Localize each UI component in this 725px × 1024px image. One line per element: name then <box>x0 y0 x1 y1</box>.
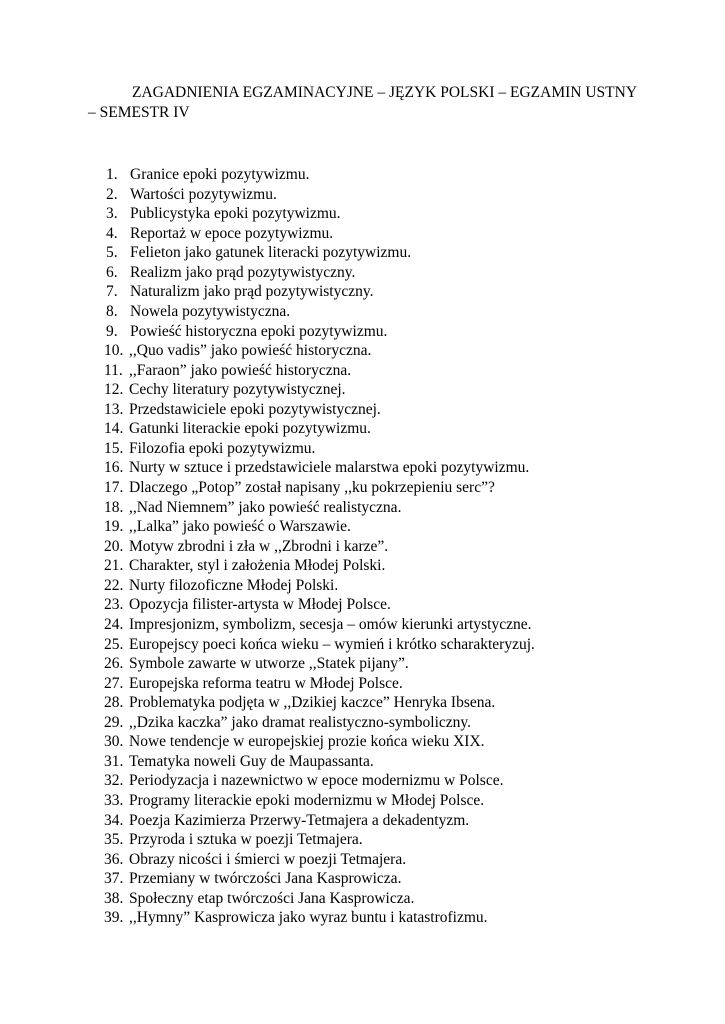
topic-number: 3. <box>106 205 118 223</box>
topic-text: Naturalizm jako prąd pozytywistyczny. <box>130 283 374 301</box>
topic-text: Filozofia epoki pozytywizmu. <box>129 439 316 457</box>
topic-number: 24. <box>104 615 124 633</box>
topic-number: 21. <box>104 557 124 575</box>
topic-number: 4. <box>106 224 118 242</box>
topic-number: 30. <box>104 733 124 751</box>
topic-text: Dlaczego „Potop” został napisany ,,ku pokrzepieniu serc”? <box>129 479 495 496</box>
topic-number: 6. <box>106 263 118 281</box>
topic-number: 29. <box>104 713 124 731</box>
topic-text: Nurty filozoficzne Młodej Polski. <box>129 576 339 594</box>
topic-number: 31. <box>104 752 124 770</box>
topic-text: Reportaż w epoce pozytywizmu. <box>130 224 334 242</box>
topic-text: Nurty w sztuce i przedstawiciele malarstwa epoki pozytywizmu. <box>129 459 530 477</box>
topic-text: Powieść historyczna epoki pozytywizmu. <box>130 322 388 340</box>
topic-text: ,,Lalka” jako powieść o Warszawie. <box>129 518 351 536</box>
topic-number: 15. <box>104 439 124 457</box>
topic-text: Nowe tendencje w europejskiej prozie końca wieku XIX. <box>129 733 485 751</box>
topic-number: 5. <box>106 244 118 262</box>
topic-text: Periodyzacja i nazewnictwo w epoce modernizmu w Polsce. <box>129 772 504 790</box>
topic-text: Europejska reforma teatru w Młodej Polsce. <box>129 674 403 692</box>
topic-text: ,,Faraon” jako powieść historyczna. <box>129 361 352 379</box>
topic-number: 12. <box>104 381 124 399</box>
topic-number: 14. <box>104 420 124 438</box>
topic-number: 33. <box>104 792 124 809</box>
topic-text: Programy literackie epoki modernizmu w Młodej Polsce. <box>129 792 485 809</box>
topic-number: 9. <box>106 322 118 340</box>
topic-number: 37. <box>104 870 124 888</box>
topic-number: 1. <box>106 166 118 183</box>
topic-text: Nowela pozytywistyczna. <box>130 302 291 320</box>
topic-number: 38. <box>104 889 124 907</box>
topic-number: 7. <box>106 283 118 301</box>
topic-text: Impresjonizm, symbolizm, secesja – omów kierunki artystyczne. <box>129 615 532 633</box>
topic-text: Felieton jako gatunek literacki pozytywizmu. <box>130 244 412 262</box>
topic-text: Przedstawiciele epoki pozytywistycznej. <box>129 400 381 418</box>
topic-number: 36. <box>104 850 124 868</box>
document-title: ZAGADNIENIA EGZAMINACYJNE – JĘZYK POLSKI – EGZAMIN USTNY – SEMESTR IV <box>88 84 637 121</box>
topic-number: 35. <box>104 831 124 849</box>
topic-number: 8. <box>106 302 118 320</box>
topic-text: ,,Nad Niemnem” jako powieść realistyczna. <box>129 498 402 516</box>
topic-text: Symbole zawarte w utworze ,,Statek pijany”. <box>129 655 409 673</box>
topic-text: Charakter, styl i założenia Młodej Polski. <box>129 557 386 575</box>
topic-number: 22. <box>104 576 124 594</box>
topic-text: Europejscy poeci końca wieku – wymień i krótko scharakteryzuj. <box>129 635 535 653</box>
topic-text: Motyw zbrodni i zła w ,,Zbrodni i karze”. <box>129 537 389 555</box>
topic-number: 25. <box>104 635 124 653</box>
topic-text: Obrazy nicości i śmierci w poezji Tetmajera. <box>129 850 407 868</box>
topic-text: Tematyka noweli Guy de Maupassanta. <box>129 752 374 770</box>
topic-text: Publicystyka epoki pozytywizmu. <box>130 205 341 223</box>
topic-text: Gatunki literackie epoki pozytywizmu. <box>129 420 371 438</box>
topic-text: Granice epoki pozytywizmu. <box>130 166 310 183</box>
topic-text: ,,Hymny” Kasprowicza jako wyraz buntu i katastrofizmu. <box>129 909 488 927</box>
topic-number: 19. <box>104 518 124 536</box>
topic-number: 10. <box>104 342 124 360</box>
topic-number: 16. <box>104 459 124 477</box>
topic-text: Społeczny etap twórczości Jana Kasprowicza. <box>129 889 415 907</box>
topic-number: 28. <box>104 694 124 712</box>
topic-number: 27. <box>104 674 124 692</box>
topic-text: Cechy literatury pozytywistycznej. <box>129 381 346 399</box>
topic-number: 23. <box>104 596 124 614</box>
topic-number: 39. <box>104 909 124 927</box>
topic-text: ,,Dzika kaczka” jako dramat realistyczno-symboliczny. <box>129 713 471 731</box>
topic-number: 20. <box>104 537 124 555</box>
topic-text: Problematyka podjęta w ,,Dzikiej kaczce” Henryka Ibsena. <box>129 694 496 712</box>
topic-number: 26. <box>104 655 124 673</box>
topic-number: 11. <box>104 361 123 379</box>
topic-text: Wartości pozytywizmu. <box>130 185 277 203</box>
topic-text: Realizm jako prąd pozytywistyczny. <box>130 263 356 281</box>
topic-text: ,,Quo vadis” jako powieść historyczna. <box>129 342 372 360</box>
topic-text: Przyroda i sztuka w poezji Tetmajera. <box>129 831 363 849</box>
topic-text: Opozycja filister-artysta w Młodej Polsce. <box>129 596 391 614</box>
topic-number: 32. <box>104 772 124 790</box>
topic-text: Przemiany w twórczości Jana Kasprowicza. <box>129 870 402 888</box>
topic-number: 2. <box>106 185 118 203</box>
topic-text: Poezja Kazimierza Przerwy-Tetmajera a dekadentyzm. <box>129 811 470 829</box>
topic-number: 17. <box>104 479 124 496</box>
topic-number: 18. <box>104 498 124 516</box>
topic-number: 13. <box>104 400 124 418</box>
topic-number: 34. <box>104 811 124 829</box>
